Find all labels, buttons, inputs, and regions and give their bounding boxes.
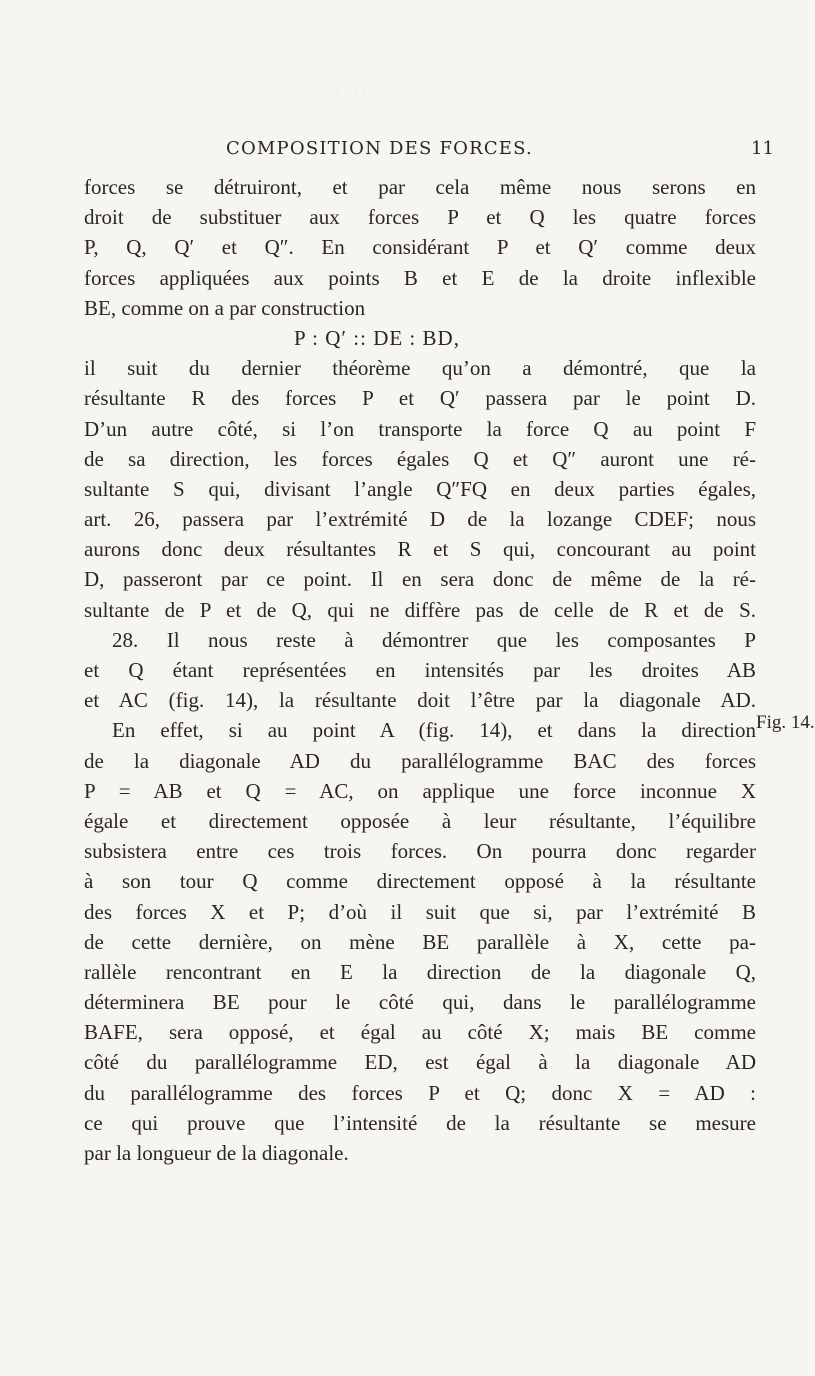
text-line: art. 26, passera par l’extrémité D de la lozange CDEF; nous bbox=[84, 507, 756, 532]
text-line: il suit du dernier théorème qu’on a démontré, que la bbox=[84, 356, 756, 381]
text-line: forces appliquées aux points B et E de la droite inflexible bbox=[84, 265, 756, 290]
text-line: par la longueur de la diagonale. bbox=[84, 1141, 349, 1165]
text-line: côté du parallélogramme ED, est égal à la diagonale AD bbox=[84, 1050, 756, 1075]
text-line: En effet, si au point A (fig. 14), et dans la direction bbox=[112, 718, 756, 743]
text-line: P, Q, Q′ et Q″. En considérant P et Q′ comme deux bbox=[84, 235, 756, 260]
text-line: BE, comme on a par construction bbox=[84, 295, 366, 320]
section-28-start: 28. Il nous reste à démontrer que les composantes P bbox=[112, 627, 756, 652]
text-line: à son tour Q comme directement opposé à la résultante bbox=[84, 869, 756, 894]
running-title: COMPOSITION DES FORCES. bbox=[226, 138, 533, 159]
text-line: de la diagonale AD du parallélogramme BAC des forces bbox=[84, 748, 756, 773]
text-line: des forces X et P; d’où il suit que si, par l’extrémité B bbox=[84, 899, 756, 924]
text-line: et AC (fig. 14), la résultante doit l’être par la diagonale AD. bbox=[84, 688, 756, 713]
text-line: sultante S qui, divisant l’angle Q″FQ en deux parties égales, bbox=[84, 476, 756, 501]
page-number: 11 bbox=[751, 138, 774, 159]
text-line: D, passeront par ce point. Il en sera donc de même de la ré- bbox=[84, 567, 756, 592]
text-line: D’un autre côté, si l’on transporte la force Q au point F bbox=[84, 416, 756, 441]
text-line: droit de substituer aux forces P et Q les quatre forces bbox=[84, 205, 756, 230]
text-line: déterminera BE pour le côté qui, dans le parallélogramme bbox=[84, 990, 756, 1015]
text-line: subsistera entre ces trois forces. On pourra donc regarder bbox=[84, 839, 756, 864]
text-line: résultante R des forces P et Q′ passera par le point D. bbox=[84, 386, 756, 411]
text-line: aurons donc deux résultantes R et S qui, concourant au point bbox=[84, 537, 756, 562]
proportion-formula: P : Q′ :: DE : BD, bbox=[294, 325, 460, 350]
text-line: BAFE, sera opposé, et égal au côté X; mais BE comme bbox=[84, 1020, 756, 1045]
body-text bbox=[84, 172, 756, 1168]
text-line: ce qui prouve que l’intensité de la résultante se mesure bbox=[84, 1110, 756, 1135]
text-line: rallèle rencontrant en E la direction de la diagonale Q, bbox=[84, 959, 756, 984]
text-line: sultante de P et de Q, qui ne diffère pas de celle de R et de S. bbox=[84, 597, 756, 622]
text-line: et Q étant représentées en intensités par les droites AB bbox=[84, 658, 756, 682]
text-line: de sa direction, les forces égales Q et Q″ auront une ré- bbox=[84, 446, 756, 471]
text-line: de cette dernière, on mène BE parallèle à X, cette pa- bbox=[84, 929, 756, 954]
text-line: égale et directement opposée à leur résultante, l’équilibre bbox=[84, 808, 756, 833]
text-line: forces se détruiront, et par cela même nous serons en bbox=[84, 175, 756, 199]
page-header bbox=[0, 138, 800, 166]
text-line: du parallélogramme des forces P et Q; donc X = AD : bbox=[84, 1080, 756, 1105]
text-line: P = AB et Q = AC, on applique une force inconnue X bbox=[84, 778, 756, 803]
figure-reference-margin-note: Fig. 14. bbox=[756, 712, 815, 733]
print-speckle-marks: · · · · bbox=[336, 90, 368, 99]
